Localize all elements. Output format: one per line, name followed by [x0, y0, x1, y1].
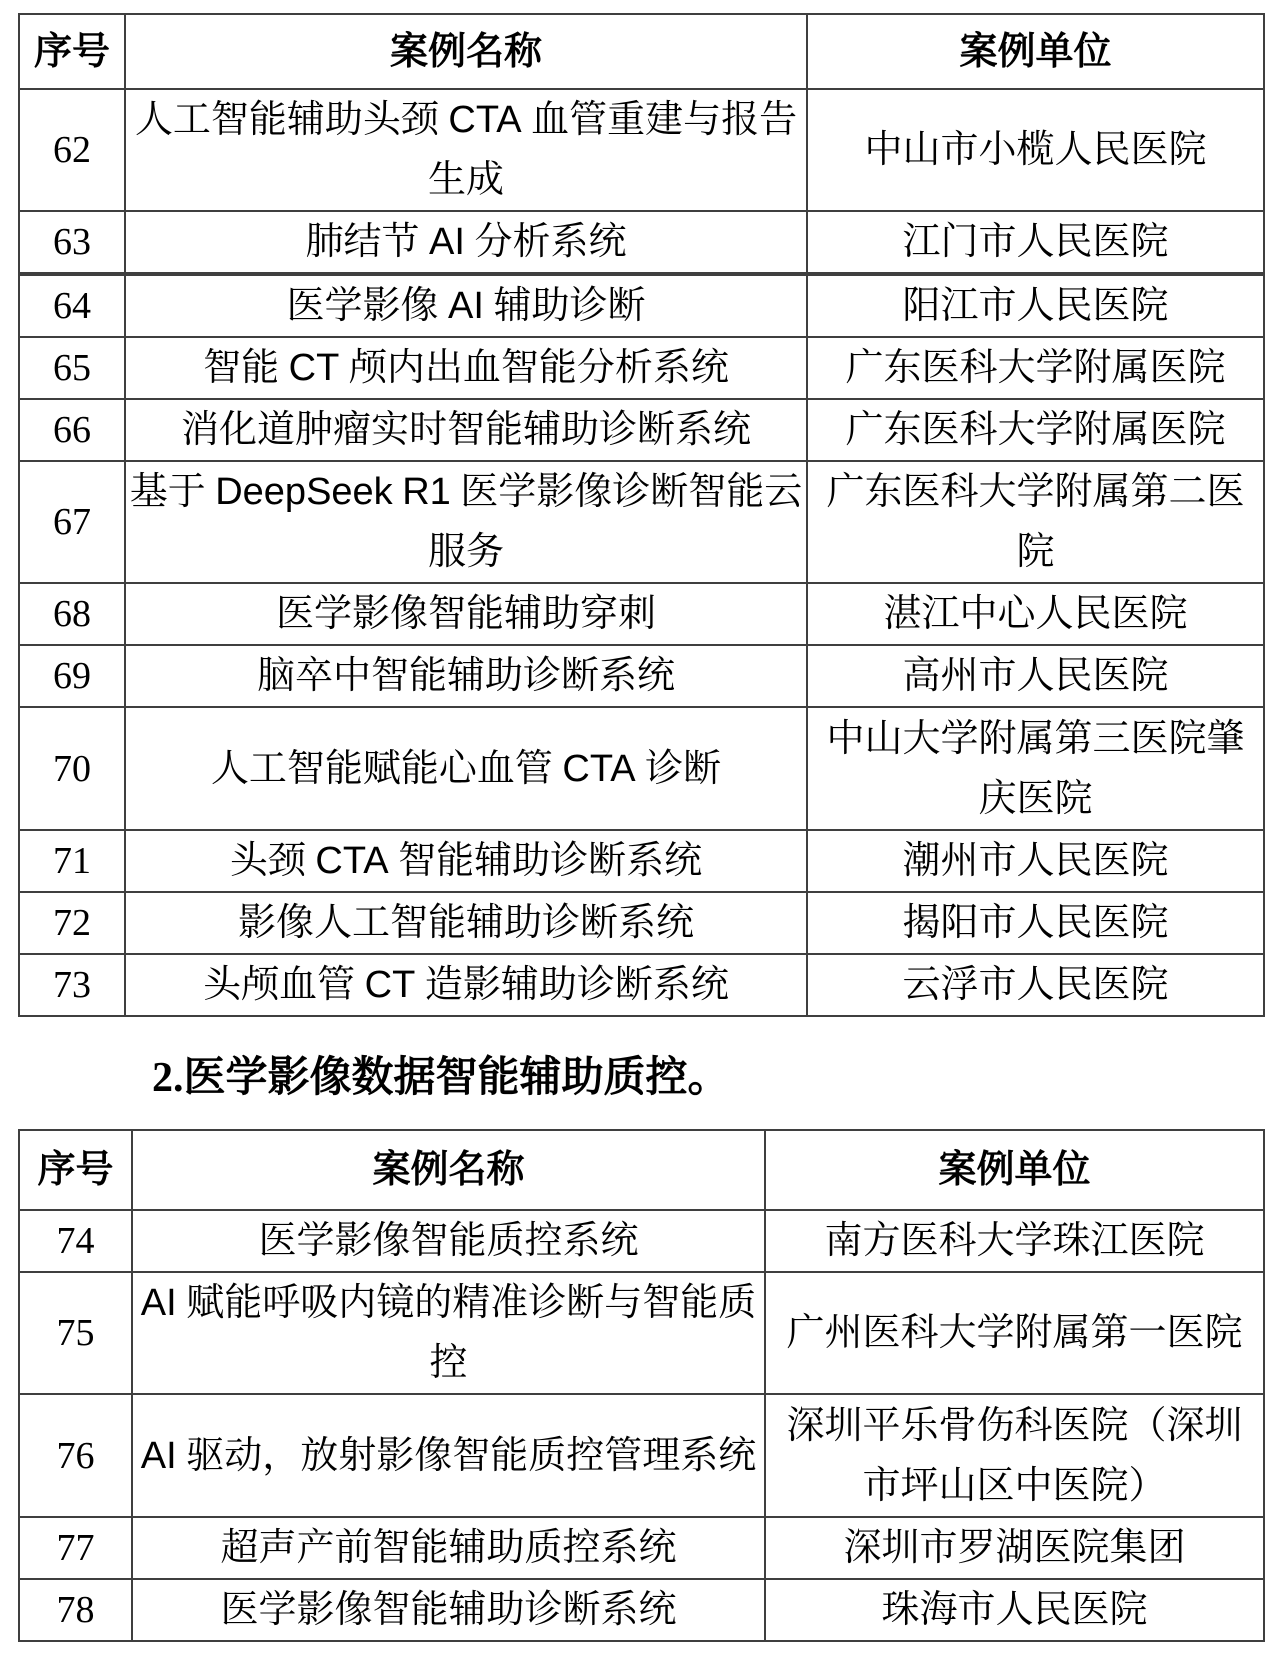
- cell-no: 74: [19, 1210, 132, 1272]
- latin-text: CTA: [562, 747, 636, 790]
- cell-case-unit: 潮州市人民医院: [807, 830, 1264, 892]
- cell-case-name: 基于 DeepSeek R1 医学影像诊断智能云服务: [125, 461, 807, 583]
- cell-case-unit: 江门市人民医院: [807, 211, 1264, 274]
- cell-case-name: 头颈 CTA 智能辅助诊断系统: [125, 830, 807, 892]
- table-row: [19, 274, 1264, 337]
- latin-text: CTA: [448, 99, 522, 141]
- cell-case-unit: 揭阳市人民医院: [807, 892, 1264, 954]
- latin-text: AI: [448, 285, 484, 327]
- latin-text: CT: [364, 964, 416, 1006]
- cell-no: 71: [19, 830, 125, 892]
- latin-text: DeepSeek: [215, 471, 393, 513]
- cell-case-name: 医学影像智能辅助穿刺: [125, 583, 807, 645]
- cell-case-name: 脑卒中智能辅助诊断系统: [125, 645, 807, 707]
- cell-case-unit: 珠海市人民医院: [765, 1579, 1264, 1641]
- column-header-case-unit: 案例单位: [765, 1130, 1264, 1210]
- cell-no: 64: [19, 274, 125, 337]
- cell-case-unit: 深圳平乐骨伤科医院（深圳市坪山区中医院）: [765, 1394, 1264, 1517]
- cell-case-unit: 广东医科大学附属医院: [807, 337, 1264, 399]
- table-row: [19, 645, 1264, 707]
- latin-text: AI: [140, 1434, 177, 1477]
- table-row: [19, 89, 1264, 211]
- table-row: [19, 337, 1264, 399]
- cell-case-unit: 中山大学附属第三医院肇庆医院: [807, 707, 1264, 830]
- table-row: [19, 1517, 1264, 1579]
- cell-case-unit: 深圳市罗湖医院集团: [765, 1517, 1264, 1579]
- table-row: [19, 211, 1264, 274]
- cell-case-name: 超声产前智能辅助质控系统: [132, 1517, 765, 1579]
- cell-case-name: 人工智能赋能心血管 CTA 诊断: [125, 707, 807, 830]
- cell-case-unit: 湛江中心人民医院: [807, 583, 1264, 645]
- table-row: [19, 461, 1264, 583]
- cell-case-name: AI 驱动，放射影像智能质控管理系统: [132, 1394, 765, 1517]
- cell-case-name: 肺结节 AI 分析系统: [125, 211, 807, 274]
- table-row: [19, 892, 1264, 954]
- cell-case-unit: 高州市人民医院: [807, 645, 1264, 707]
- cell-no: 63: [19, 211, 125, 274]
- cell-case-name: 头颅血管 CT 造影辅助诊断系统: [125, 954, 807, 1016]
- cell-case-name: 影像人工智能辅助诊断系统: [125, 892, 807, 954]
- case-table-section1: [18, 13, 1265, 1017]
- cell-no: 69: [19, 645, 125, 707]
- cell-no: 72: [19, 892, 125, 954]
- column-header-case-unit: 案例单位: [807, 14, 1264, 89]
- cell-case-unit: 阳江市人民医院: [807, 274, 1264, 337]
- cell-no: 76: [19, 1394, 132, 1517]
- column-header-case-name: 案例名称: [125, 14, 807, 89]
- cell-no: 78: [19, 1579, 132, 1641]
- cell-case-unit: 云浮市人民医院: [807, 954, 1264, 1016]
- column-header-no: 序号: [19, 14, 125, 89]
- table-row: [19, 707, 1264, 830]
- cell-no: 66: [19, 399, 125, 461]
- cell-no: 75: [19, 1272, 132, 1394]
- cell-no: 67: [19, 461, 125, 583]
- case-table-section2: [18, 1129, 1265, 1642]
- cell-case-name: 智能 CT 颅内出血智能分析系统: [125, 337, 807, 399]
- cell-case-name: 人工智能辅助头颈 CTA 血管重建与报告生成: [125, 89, 807, 211]
- latin-text: AI: [429, 221, 465, 263]
- table-row: [19, 1272, 1264, 1394]
- table2-header: [19, 1130, 1264, 1210]
- table-row: [19, 1210, 1264, 1272]
- table-row: [19, 954, 1264, 1016]
- table-row: [19, 1394, 1264, 1517]
- cell-case-name: 消化道肿瘤实时智能辅助诊断系统: [125, 399, 807, 461]
- table2-body: [19, 1210, 1264, 1641]
- cell-case-name: 医学影像 AI 辅助诊断: [125, 274, 807, 337]
- cell-no: 70: [19, 707, 125, 830]
- cell-no: 65: [19, 337, 125, 399]
- cell-no: 77: [19, 1517, 132, 1579]
- header-row: [19, 1130, 1264, 1210]
- table1-header: [19, 14, 1264, 89]
- cell-case-unit: 广州医科大学附属第一医院: [765, 1272, 1264, 1394]
- section-heading: 2.医学影像数据智能辅助质控。: [152, 1055, 730, 1101]
- cell-no: 73: [19, 954, 125, 1016]
- cell-case-unit: 广东医科大学附属医院: [807, 399, 1264, 461]
- cell-case-name: 医学影像智能辅助诊断系统: [132, 1579, 765, 1641]
- cell-case-name: AI 赋能呼吸内镜的精准诊断与智能质控: [132, 1272, 765, 1394]
- cell-case-unit: 广东医科大学附属第二医院: [807, 461, 1264, 583]
- table-row: [19, 1579, 1264, 1641]
- table-row: [19, 830, 1264, 892]
- column-header-no: 序号: [19, 1130, 132, 1210]
- table-row: [19, 583, 1264, 645]
- table1-body: [19, 89, 1264, 1016]
- cell-case-name: 医学影像智能质控系统: [132, 1210, 765, 1272]
- cell-no: 68: [19, 583, 125, 645]
- table-row: [19, 399, 1264, 461]
- latin-text: CTA: [315, 840, 389, 882]
- cell-case-unit: 中山市小榄人民医院: [807, 89, 1264, 211]
- latin-text: CT: [288, 347, 340, 389]
- cell-no: 62: [19, 89, 125, 211]
- latin-text: R1: [402, 471, 451, 513]
- header-row: [19, 14, 1264, 89]
- cell-case-unit: 南方医科大学珠江医院: [765, 1210, 1264, 1272]
- column-header-case-name: 案例名称: [132, 1130, 765, 1210]
- latin-text: AI: [140, 1282, 177, 1324]
